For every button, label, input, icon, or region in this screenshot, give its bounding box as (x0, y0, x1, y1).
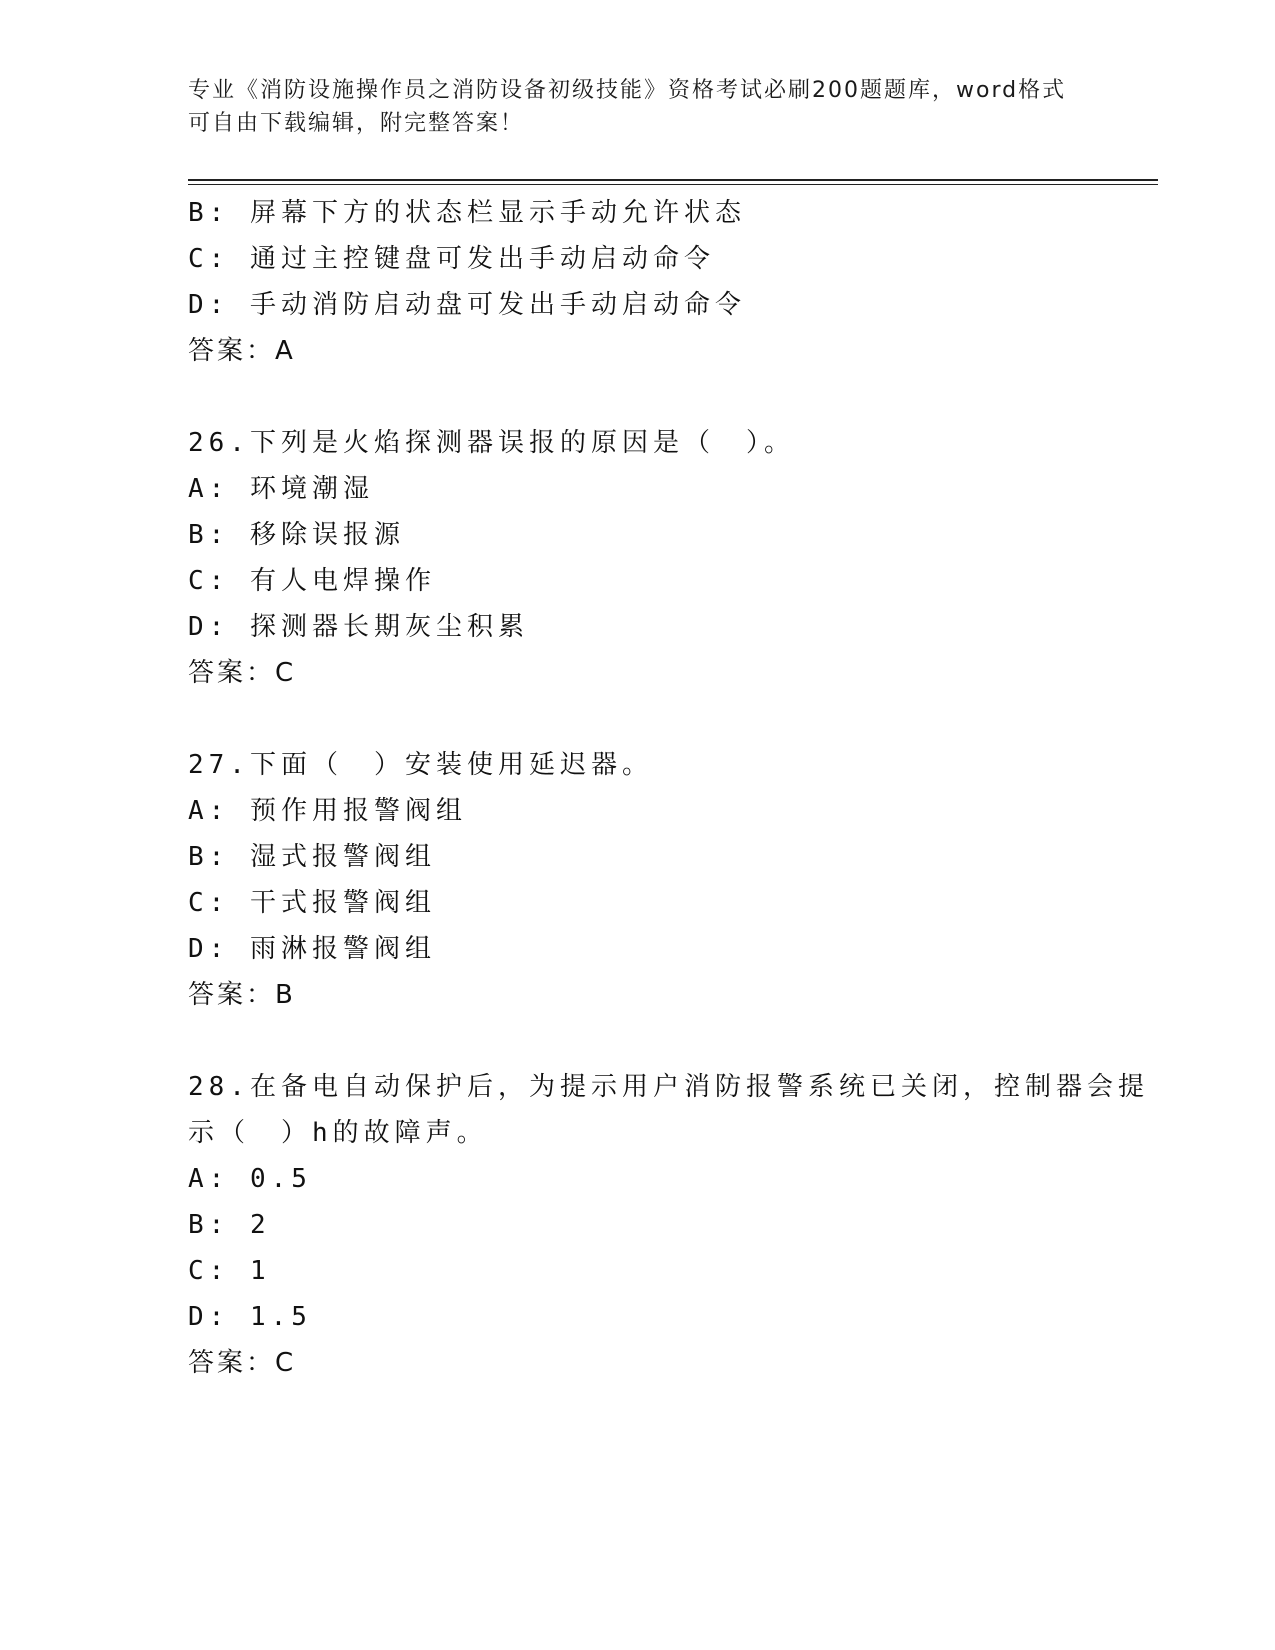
option-c: C: 通过主控键盘可发出手动启动命令 (188, 244, 715, 274)
question-26 (188, 420, 1088, 696)
option-b: B: 移除误报源 (188, 520, 405, 550)
document-body (188, 190, 1149, 1386)
question-stem-line-2: 示（ ）h的故障声。 (188, 1118, 488, 1148)
option-a: A: 预作用报警阀组 (188, 796, 467, 826)
answer: 答案：B (188, 980, 296, 1010)
header-divider (188, 179, 1158, 181)
option-a: A: 环境潮湿 (188, 474, 374, 504)
option-b: B: 2 (188, 1210, 271, 1240)
option-c: C: 干式报警阀组 (188, 888, 436, 918)
document-header: 专业《消防设施操作员之消防设备初级技能》资格考试必刷200题题库，word格式可自由下载编辑，附完整答案！ (188, 78, 1067, 136)
option-c: C: 有人电焊操作 (188, 566, 436, 596)
question-27 (188, 742, 1088, 1018)
option-b: B: 湿式报警阀组 (188, 842, 436, 872)
option-d: D: 手动消防启动盘可发出手动启动命令 (188, 290, 746, 320)
question-stem: 26.下列是火焰探测器误报的原因是（ ）。 (188, 428, 795, 458)
question-stem: 27.下面（ ）安装使用延迟器。 (188, 750, 653, 780)
answer: 答案：C (188, 658, 297, 688)
option-d: D: 1.5 (188, 1302, 312, 1332)
header-divider-thin (188, 184, 1158, 185)
option-b: B: 屏幕下方的状态栏显示手动允许状态 (188, 198, 746, 228)
option-a: A: 0.5 (188, 1164, 312, 1194)
question-25 (188, 190, 1088, 374)
answer: 答案：C (188, 1348, 297, 1378)
question-28 (188, 1064, 1149, 1386)
option-c: C: 1 (188, 1256, 271, 1286)
option-d: D: 探测器长期灰尘积累 (188, 612, 529, 642)
answer: 答案：A (188, 336, 296, 366)
question-stem-line-1: 28.在备电自动保护后，为提示用户消防报警系统已关闭，控制器会提 (188, 1072, 1149, 1102)
option-d: D: 雨淋报警阀组 (188, 934, 436, 964)
